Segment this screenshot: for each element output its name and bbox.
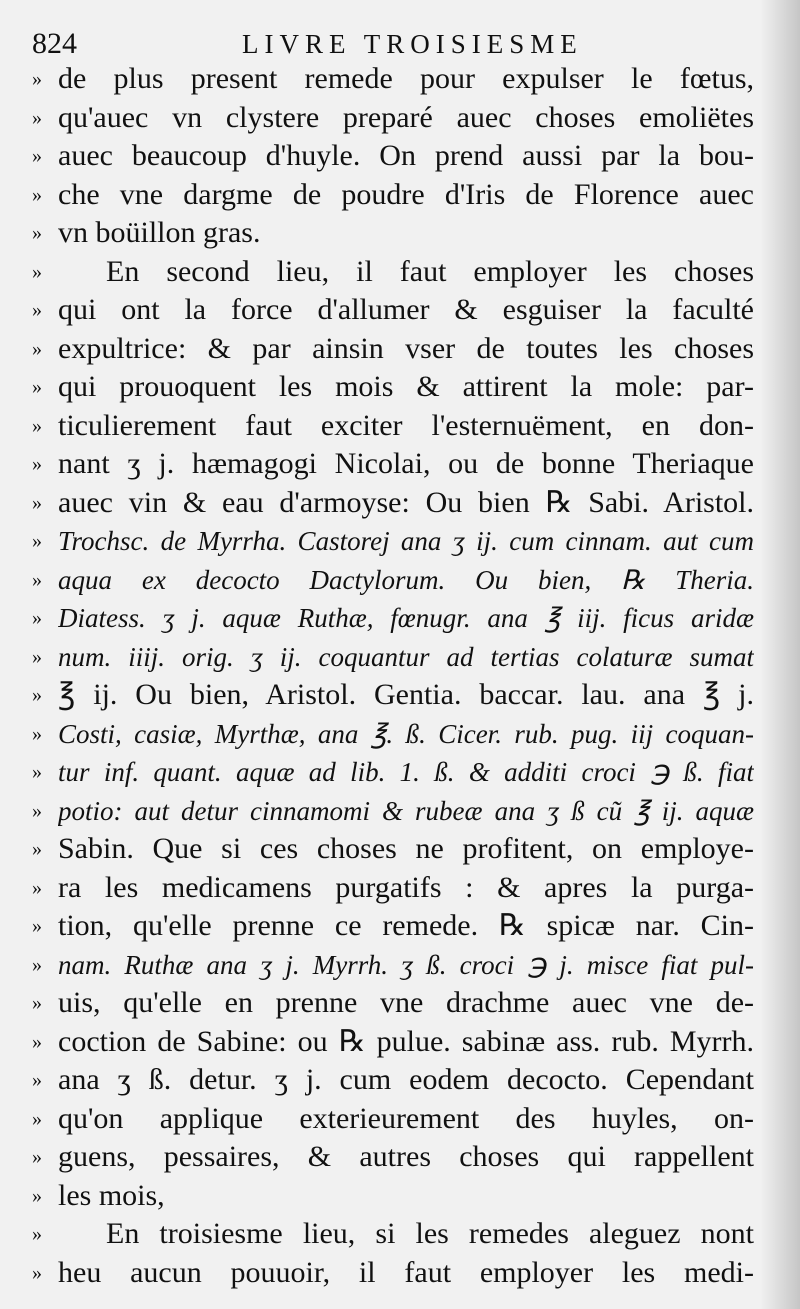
line-text: auec beaucoup d'huyle. On prend aussi par la bou- [58,139,754,172]
text-line [32,137,758,176]
quotation-mark: » [32,1184,42,1207]
line-text: coction de Sabine: ou ℞ pulue. sabinæ ass. rub. Myrrh. [58,1024,754,1058]
text-line [32,753,758,792]
line-text: ra les medicamens purgatifs : & apres la purga- [58,870,754,904]
line-text: Trochsc. de Myrrha. Castorej ana ʒ ij. cum cinnam. aut cum [58,526,754,556]
page-gutter-shadow [760,0,800,1309]
text-line [32,522,758,561]
quotation-mark: » [32,684,42,706]
quotation-mark: » [32,992,42,1014]
quotation-mark: » [32,645,42,668]
text-line [32,599,758,638]
quotation-mark: » [32,106,42,129]
quotation-mark: » [32,1030,42,1053]
line-text: ticulierement faut exciter l'esternuëment, en don- [58,408,754,442]
line-text: uis, qu'elle en prenne vne drachme auec vne de- [58,986,754,1019]
quotation-mark: » [32,530,42,552]
text-line [32,60,758,99]
line-text: En troisiesme lieu, si les remedes aleguez nont [106,1217,754,1250]
line-text: num. iiij. orig. ʒ ij. coquantur ad tertias colaturæ sumat [58,641,754,672]
text-line [32,330,758,369]
text-line [32,715,758,754]
text-line [32,291,758,330]
quotation-mark: » [32,453,42,475]
text-line [32,1254,758,1293]
line-text: Sabin. Que si ces choses ne profitent, on employe- [58,832,754,865]
text-line [32,1061,758,1100]
quotation-mark: » [32,876,42,899]
text-line [32,253,758,292]
text-line [32,638,758,677]
line-text: En second lieu, il faut employer les choses [106,254,754,288]
quotation-mark: » [32,68,42,90]
quotation-mark: » [32,183,42,206]
line-text: de plus present remede pour expulser le fœtus, [58,62,754,95]
quotation-mark: » [32,1146,42,1168]
quotation-mark: » [32,607,42,629]
text-line [32,984,758,1023]
quotation-mark: » [32,145,42,167]
text-line [32,214,758,253]
quotation-mark: » [32,568,42,591]
quotation-mark: » [32,799,42,822]
text-line [32,676,758,715]
line-text: tur inf. quant. aquæ ad lib. 1. ß. & additi croci ℈ ß. fiat [58,757,754,787]
text-line [32,1177,758,1216]
text-line [32,484,758,523]
quotation-mark: » [32,1069,42,1091]
line-text: expultrice: & par ainsin vser de toutes les choses [58,331,754,365]
quotation-mark: » [32,1107,42,1130]
text-line [32,176,758,215]
page-header [32,24,752,64]
quotation-mark: » [32,1261,42,1284]
quotation-mark: » [32,222,42,244]
text-line [32,946,758,985]
line-text: les mois, [58,1178,165,1212]
line-text: qui prouoquent les mois & attirent la mole: par- [58,370,754,403]
text-line [32,792,758,831]
text-line [32,407,758,446]
line-text: nam. Ruthæ ana ʒ j. Myrrh. ʒ ß. croci ℈ j. misce fiat pul- [58,949,754,980]
line-text: vn boüillon gras. [58,216,261,249]
quotation-mark: » [32,299,42,321]
text-line [32,830,758,869]
quotation-mark: » [32,1223,42,1245]
page-number: 824 [32,27,77,60]
text-body [32,60,758,1292]
line-text: qu'auec vn clystere preparé auec choses emoliëtes [58,100,754,134]
line-text: Costi, casiæ, Myrthæ, ana ℥. ß. Cicer. rub. pug. iij coquan- [58,718,754,749]
line-text: tion, qu'elle prenne ce remede. ℞ spicæ nar. Cin- [58,909,754,942]
text-line [32,368,758,407]
quotation-mark: » [32,260,42,283]
quotation-mark: » [32,838,42,860]
line-text: aqua ex decocto Dactylorum. Ou bien, ℞ Theria. [58,564,754,595]
line-text: qu'on applique exterieurement des huyles, on- [58,1101,754,1135]
line-text: ℥ ij. Ou bien, Aristol. Gentia. baccar. lau. ana ℥ j. [58,678,754,711]
text-line [32,1023,758,1062]
running-title: LIVRE TROISIESME [242,29,583,59]
quotation-mark: » [32,491,42,514]
quotation-mark: » [32,953,42,976]
text-line [32,1138,758,1177]
text-line [32,99,758,138]
text-line [32,561,758,600]
line-text: guens, pessaires, & autres choses qui rappellent [58,1140,754,1173]
quotation-mark: » [32,376,42,398]
text-line [32,1100,758,1139]
text-line [32,1215,758,1254]
text-line [32,907,758,946]
quotation-mark: » [32,414,42,437]
line-text: Diatess. ʒ j. aquæ Ruthæ, fœnugr. ana ℥ iij. ficus aridæ [58,603,754,633]
line-text: che vne dargme de poudre d'Iris de Florence auec [58,177,754,211]
line-text: heu aucun pouuoir, il faut employer les medi- [58,1255,754,1289]
quotation-mark: » [32,722,42,745]
line-text: qui ont la force d'allumer & esguiser la faculté [58,293,754,326]
line-text: ana ʒ ß. detur. ʒ j. cum eodem decocto. Cependant [58,1063,754,1096]
text-line [32,869,758,908]
text-line [32,445,758,484]
quotation-mark: » [32,915,42,937]
line-text: potio: aut detur cinnamomi & rubeæ ana ʒ ß cũ ℥ ij. aquæ [58,795,754,826]
quotation-mark: » [32,337,42,360]
quotation-mark: » [32,761,42,783]
line-text: nant ʒ j. hæmagogi Nicolai, ou de bonne Theriaque [58,447,754,480]
line-text: auec vin & eau d'armoyse: Ou bien ℞ Sabi. Aristol. [58,485,754,519]
